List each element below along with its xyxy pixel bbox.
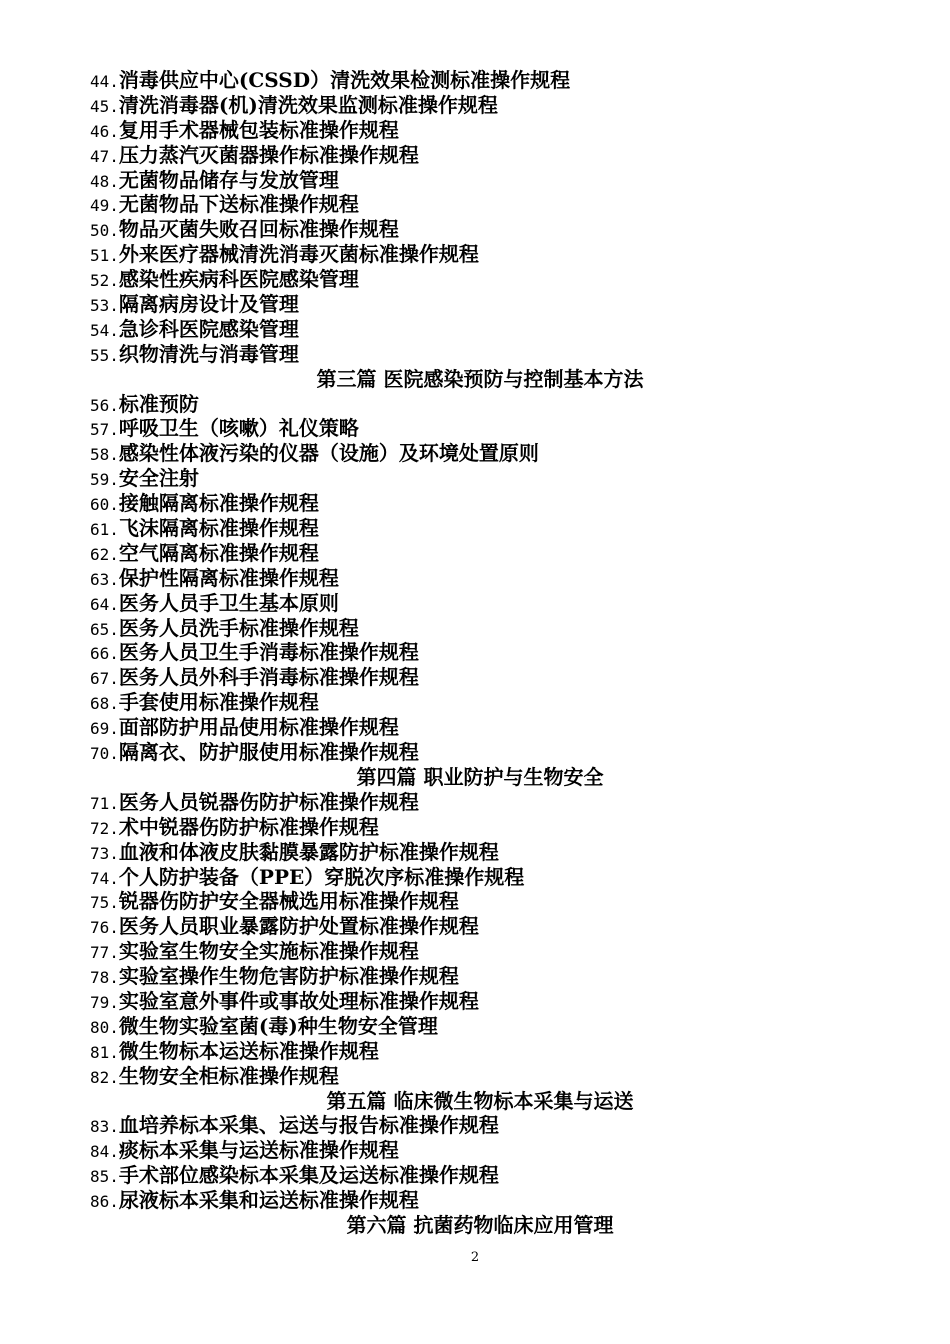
item-number: 53. bbox=[90, 296, 119, 316]
item-number: 86. bbox=[90, 1192, 119, 1212]
list-item bbox=[90, 541, 870, 566]
item-number: 62. bbox=[90, 544, 119, 564]
item-number: 44. bbox=[90, 72, 119, 91]
list-item bbox=[90, 566, 870, 591]
section-heading: 第六篇 抗菌药物临床应用管理 bbox=[346, 1212, 614, 1237]
list-item bbox=[90, 914, 870, 939]
item-number: 49. bbox=[90, 196, 119, 216]
list-item bbox=[90, 989, 870, 1014]
item-number: 58. bbox=[90, 445, 119, 465]
item-number: 55. bbox=[90, 345, 119, 365]
list-item bbox=[90, 815, 870, 840]
list-item bbox=[90, 292, 870, 317]
item-number: 69. bbox=[90, 719, 119, 739]
table-of-contents bbox=[90, 68, 870, 1238]
item-number: 48. bbox=[90, 171, 119, 191]
list-item bbox=[90, 143, 870, 168]
item-number: 60. bbox=[90, 495, 119, 515]
item-number: 70. bbox=[90, 744, 119, 764]
list-item bbox=[90, 1113, 870, 1138]
item-number: 74. bbox=[90, 868, 119, 888]
list-item bbox=[90, 889, 870, 914]
item-title: 织物清洗与消毒管理 bbox=[118, 341, 299, 366]
list-item bbox=[90, 616, 870, 641]
list-item bbox=[90, 640, 870, 665]
item-title: 飞沫隔离标准操作规程 bbox=[118, 516, 319, 541]
item-title: 医务人员手卫生基本原则 bbox=[118, 590, 339, 615]
list-item bbox=[90, 392, 870, 417]
item-title: 手术部位感染标本采集及运送标准操作规程 bbox=[118, 1163, 499, 1188]
item-number: 63. bbox=[90, 569, 119, 589]
item-number: 61. bbox=[90, 520, 119, 540]
item-number: 68. bbox=[90, 694, 119, 714]
item-title: 实验室生物安全实施标准操作规程 bbox=[118, 939, 419, 964]
item-number: 56. bbox=[90, 395, 119, 415]
list-item bbox=[90, 1138, 870, 1163]
item-title: 实验室意外事件或事故处理标准操作规程 bbox=[118, 988, 479, 1013]
item-title: 隔离衣、防护服使用标准操作规程 bbox=[118, 740, 419, 765]
item-title: 血液和体液皮肤黏膜暴露防护标准操作规程 bbox=[118, 839, 499, 864]
item-title: 微生物标本运送标准操作规程 bbox=[118, 1038, 379, 1063]
item-title: 微生物实验室菌(毒)种生物安全管理 bbox=[118, 1013, 438, 1038]
item-title: 感染性体液污染的仪器（设施）及环境处置原则 bbox=[118, 441, 539, 466]
item-title: 标准预防 bbox=[118, 391, 199, 416]
item-title: 复用手术器械包装标准操作规程 bbox=[118, 117, 399, 142]
list-item bbox=[90, 715, 870, 740]
list-item bbox=[90, 939, 870, 964]
section-heading: 第四篇 职业防护与生物安全 bbox=[356, 764, 604, 789]
item-number: 47. bbox=[90, 146, 119, 166]
list-item bbox=[90, 217, 870, 242]
item-number: 73. bbox=[90, 843, 119, 863]
list-item bbox=[90, 168, 870, 193]
list-item bbox=[90, 416, 870, 441]
item-number: 83. bbox=[90, 1117, 119, 1137]
item-number: 52. bbox=[90, 271, 119, 291]
item-title: 实验室操作生物危害防护标准操作规程 bbox=[118, 964, 459, 989]
item-number: 78. bbox=[90, 968, 119, 988]
list-item bbox=[90, 491, 870, 516]
item-number: 79. bbox=[90, 992, 119, 1012]
item-title: 物品灭菌失败召回标准操作规程 bbox=[118, 217, 399, 242]
item-number: 54. bbox=[90, 320, 119, 340]
item-number: 59. bbox=[90, 470, 119, 490]
item-title: 压力蒸汽灭菌器操作标准操作规程 bbox=[118, 142, 419, 167]
item-title: 医务人员洗手标准操作规程 bbox=[118, 615, 359, 640]
list-item bbox=[90, 466, 870, 491]
item-title: 清洗消毒器(机)清洗效果监测标准操作规程 bbox=[118, 92, 498, 117]
item-number: 51. bbox=[90, 246, 119, 266]
item-number: 80. bbox=[90, 1017, 119, 1037]
list-item bbox=[90, 93, 870, 118]
section-heading: 第三篇 医院感染预防与控制基本方法 bbox=[316, 366, 644, 391]
item-title: 医务人员锐器伤防护标准操作规程 bbox=[118, 789, 419, 814]
list-item bbox=[90, 242, 870, 267]
item-title: 个人防护装备（PPE）穿脱次序标准操作规程 bbox=[118, 864, 525, 889]
item-title: 痰标本采集与运送标准操作规程 bbox=[118, 1138, 399, 1163]
list-item bbox=[90, 964, 870, 989]
item-number: 84. bbox=[90, 1142, 119, 1162]
item-number: 85. bbox=[90, 1167, 119, 1187]
item-number: 66. bbox=[90, 644, 119, 664]
item-number: 81. bbox=[90, 1042, 119, 1062]
item-title: 尿液标本采集和运送标准操作规程 bbox=[118, 1188, 419, 1213]
list-item bbox=[90, 441, 870, 466]
list-item bbox=[90, 1039, 870, 1064]
list-item bbox=[90, 840, 870, 865]
list-item bbox=[90, 740, 870, 765]
item-title: 无菌物品下送标准操作规程 bbox=[118, 192, 359, 217]
item-number: 64. bbox=[90, 594, 119, 614]
item-title: 术中锐器伤防护标准操作规程 bbox=[118, 814, 379, 839]
list-item bbox=[90, 665, 870, 690]
page-number: 2 bbox=[470, 1250, 480, 1265]
item-title: 感染性疾病科医院感染管理 bbox=[118, 267, 359, 292]
item-title: 安全注射 bbox=[118, 466, 199, 491]
list-item bbox=[90, 1014, 870, 1039]
item-title: 手套使用标准操作规程 bbox=[118, 690, 319, 715]
item-title: 消毒供应中心(CSSD）清洗效果检测标准操作规程 bbox=[118, 68, 571, 92]
item-title: 接触隔离标准操作规程 bbox=[118, 491, 319, 516]
item-title: 外来医疗器械清洗消毒灭菌标准操作规程 bbox=[118, 242, 479, 267]
list-item bbox=[90, 118, 870, 143]
list-item bbox=[90, 68, 870, 93]
list-item bbox=[90, 1188, 870, 1213]
item-number: 45. bbox=[90, 96, 119, 116]
list-item bbox=[90, 267, 870, 292]
item-number: 65. bbox=[90, 619, 119, 639]
list-item bbox=[90, 317, 870, 342]
list-item bbox=[90, 1064, 870, 1089]
item-title: 医务人员卫生手消毒标准操作规程 bbox=[118, 640, 419, 665]
item-title: 无菌物品储存与发放管理 bbox=[118, 167, 339, 192]
item-title: 空气隔离标准操作规程 bbox=[118, 540, 319, 565]
item-title: 医务人员职业暴露防护处置标准操作规程 bbox=[118, 914, 479, 939]
item-number: 50. bbox=[90, 221, 119, 241]
section-heading: 第五篇 临床微生物标本采集与运送 bbox=[326, 1088, 634, 1113]
item-title: 锐器伤防护安全器械选用标准操作规程 bbox=[118, 889, 459, 914]
list-item bbox=[90, 790, 870, 815]
item-number: 57. bbox=[90, 420, 119, 440]
item-title: 生物安全柜标准操作规程 bbox=[118, 1063, 339, 1088]
item-number: 82. bbox=[90, 1067, 119, 1087]
item-number: 76. bbox=[90, 918, 119, 938]
item-number: 71. bbox=[90, 793, 119, 813]
list-item bbox=[90, 192, 870, 217]
item-number: 46. bbox=[90, 121, 119, 141]
item-title: 隔离病房设计及管理 bbox=[118, 292, 299, 317]
item-title: 呼吸卫生（咳嗽）礼仪策略 bbox=[118, 416, 359, 441]
item-title: 急诊科医院感染管理 bbox=[118, 316, 299, 341]
list-item bbox=[90, 591, 870, 616]
item-number: 67. bbox=[90, 669, 119, 689]
list-item bbox=[90, 1163, 870, 1188]
item-number: 72. bbox=[90, 818, 119, 838]
item-title: 医务人员外科手消毒标准操作规程 bbox=[118, 665, 419, 690]
list-item bbox=[90, 516, 870, 541]
item-title: 保护性隔离标准操作规程 bbox=[118, 565, 339, 590]
item-title: 血培养标本采集、运送与报告标准操作规程 bbox=[118, 1113, 499, 1138]
list-item bbox=[90, 342, 870, 367]
list-item bbox=[90, 690, 870, 715]
item-title: 面部防护用品使用标准操作规程 bbox=[118, 715, 399, 740]
item-number: 77. bbox=[90, 943, 119, 963]
item-number: 75. bbox=[90, 893, 119, 913]
list-item bbox=[90, 865, 870, 890]
